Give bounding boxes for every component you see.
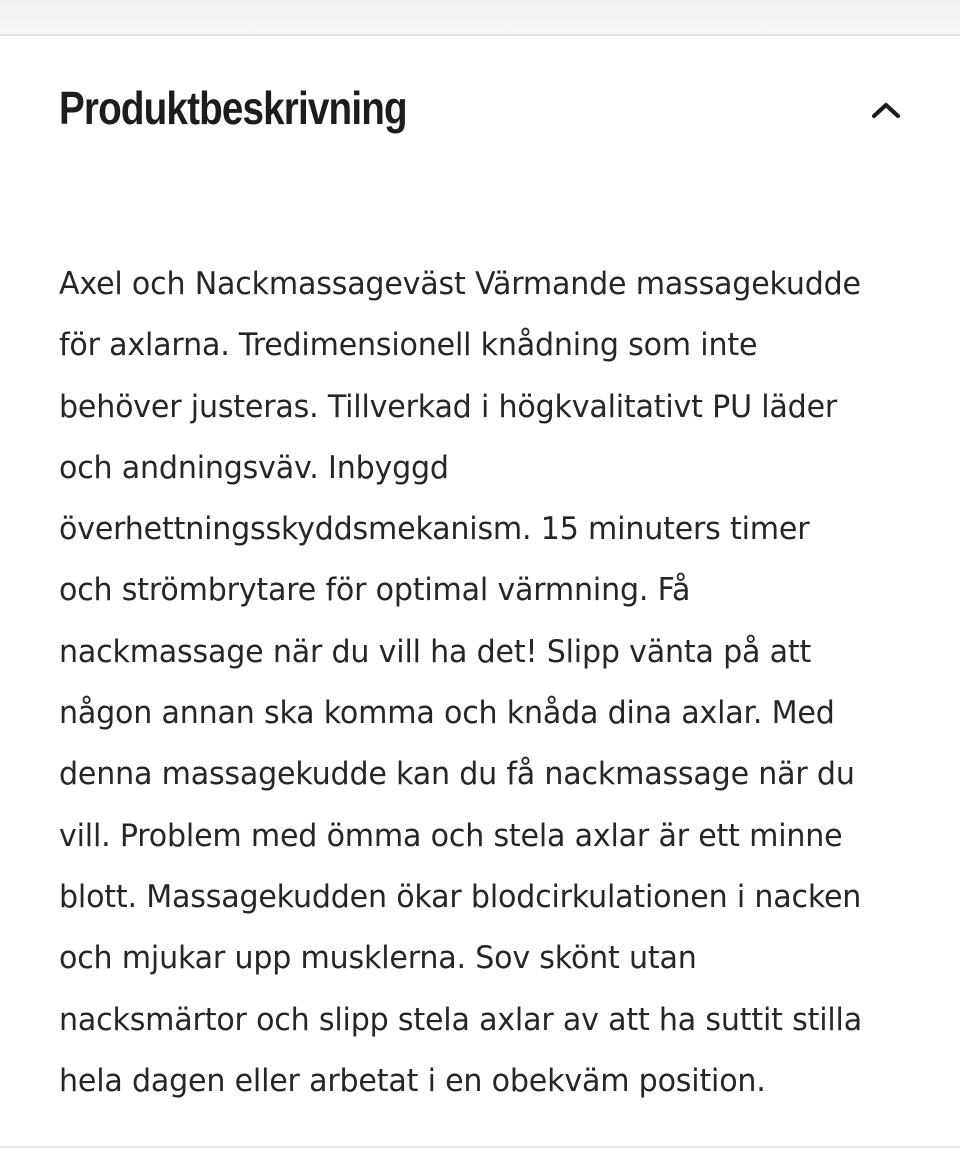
divider <box>0 1146 960 1148</box>
product-description-text: Axel och Nackmassageväst Värmande massagekudde för axlarna. Tredimensionell knådning som inte behöver justeras. Tillverkad i högkvalitativt PU läder och andningsväv. Inbyggd överhettningsskyddsmekanism. 15 minuters timer och strömbrytare för optimal värmning. Få nackmassage när du vill ha det! Slipp vänta på att någon annan ska komma och knåda dina axlar. Med denna massagekudde kan du få nackmassage när du vill. Problem med ömma och stela axlar är ett minne blott. Massagekudden ökar blodcirkulationen i nacken och mjukar upp musklerna. Sov skönt utan nacksmärtor och slipp stela axlar av att ha suttit stilla hela dagen eller arbetat i en obekväm position. <box>59 266 862 1099</box>
accordion-content <box>59 254 866 1112</box>
chevron-up-icon[interactable] <box>868 96 904 126</box>
accordion-header[interactable] <box>0 36 960 186</box>
previous-section-edge <box>0 0 960 36</box>
accordion-title: Produktbeskrivning <box>59 82 407 134</box>
product-description-accordion <box>0 36 960 1146</box>
